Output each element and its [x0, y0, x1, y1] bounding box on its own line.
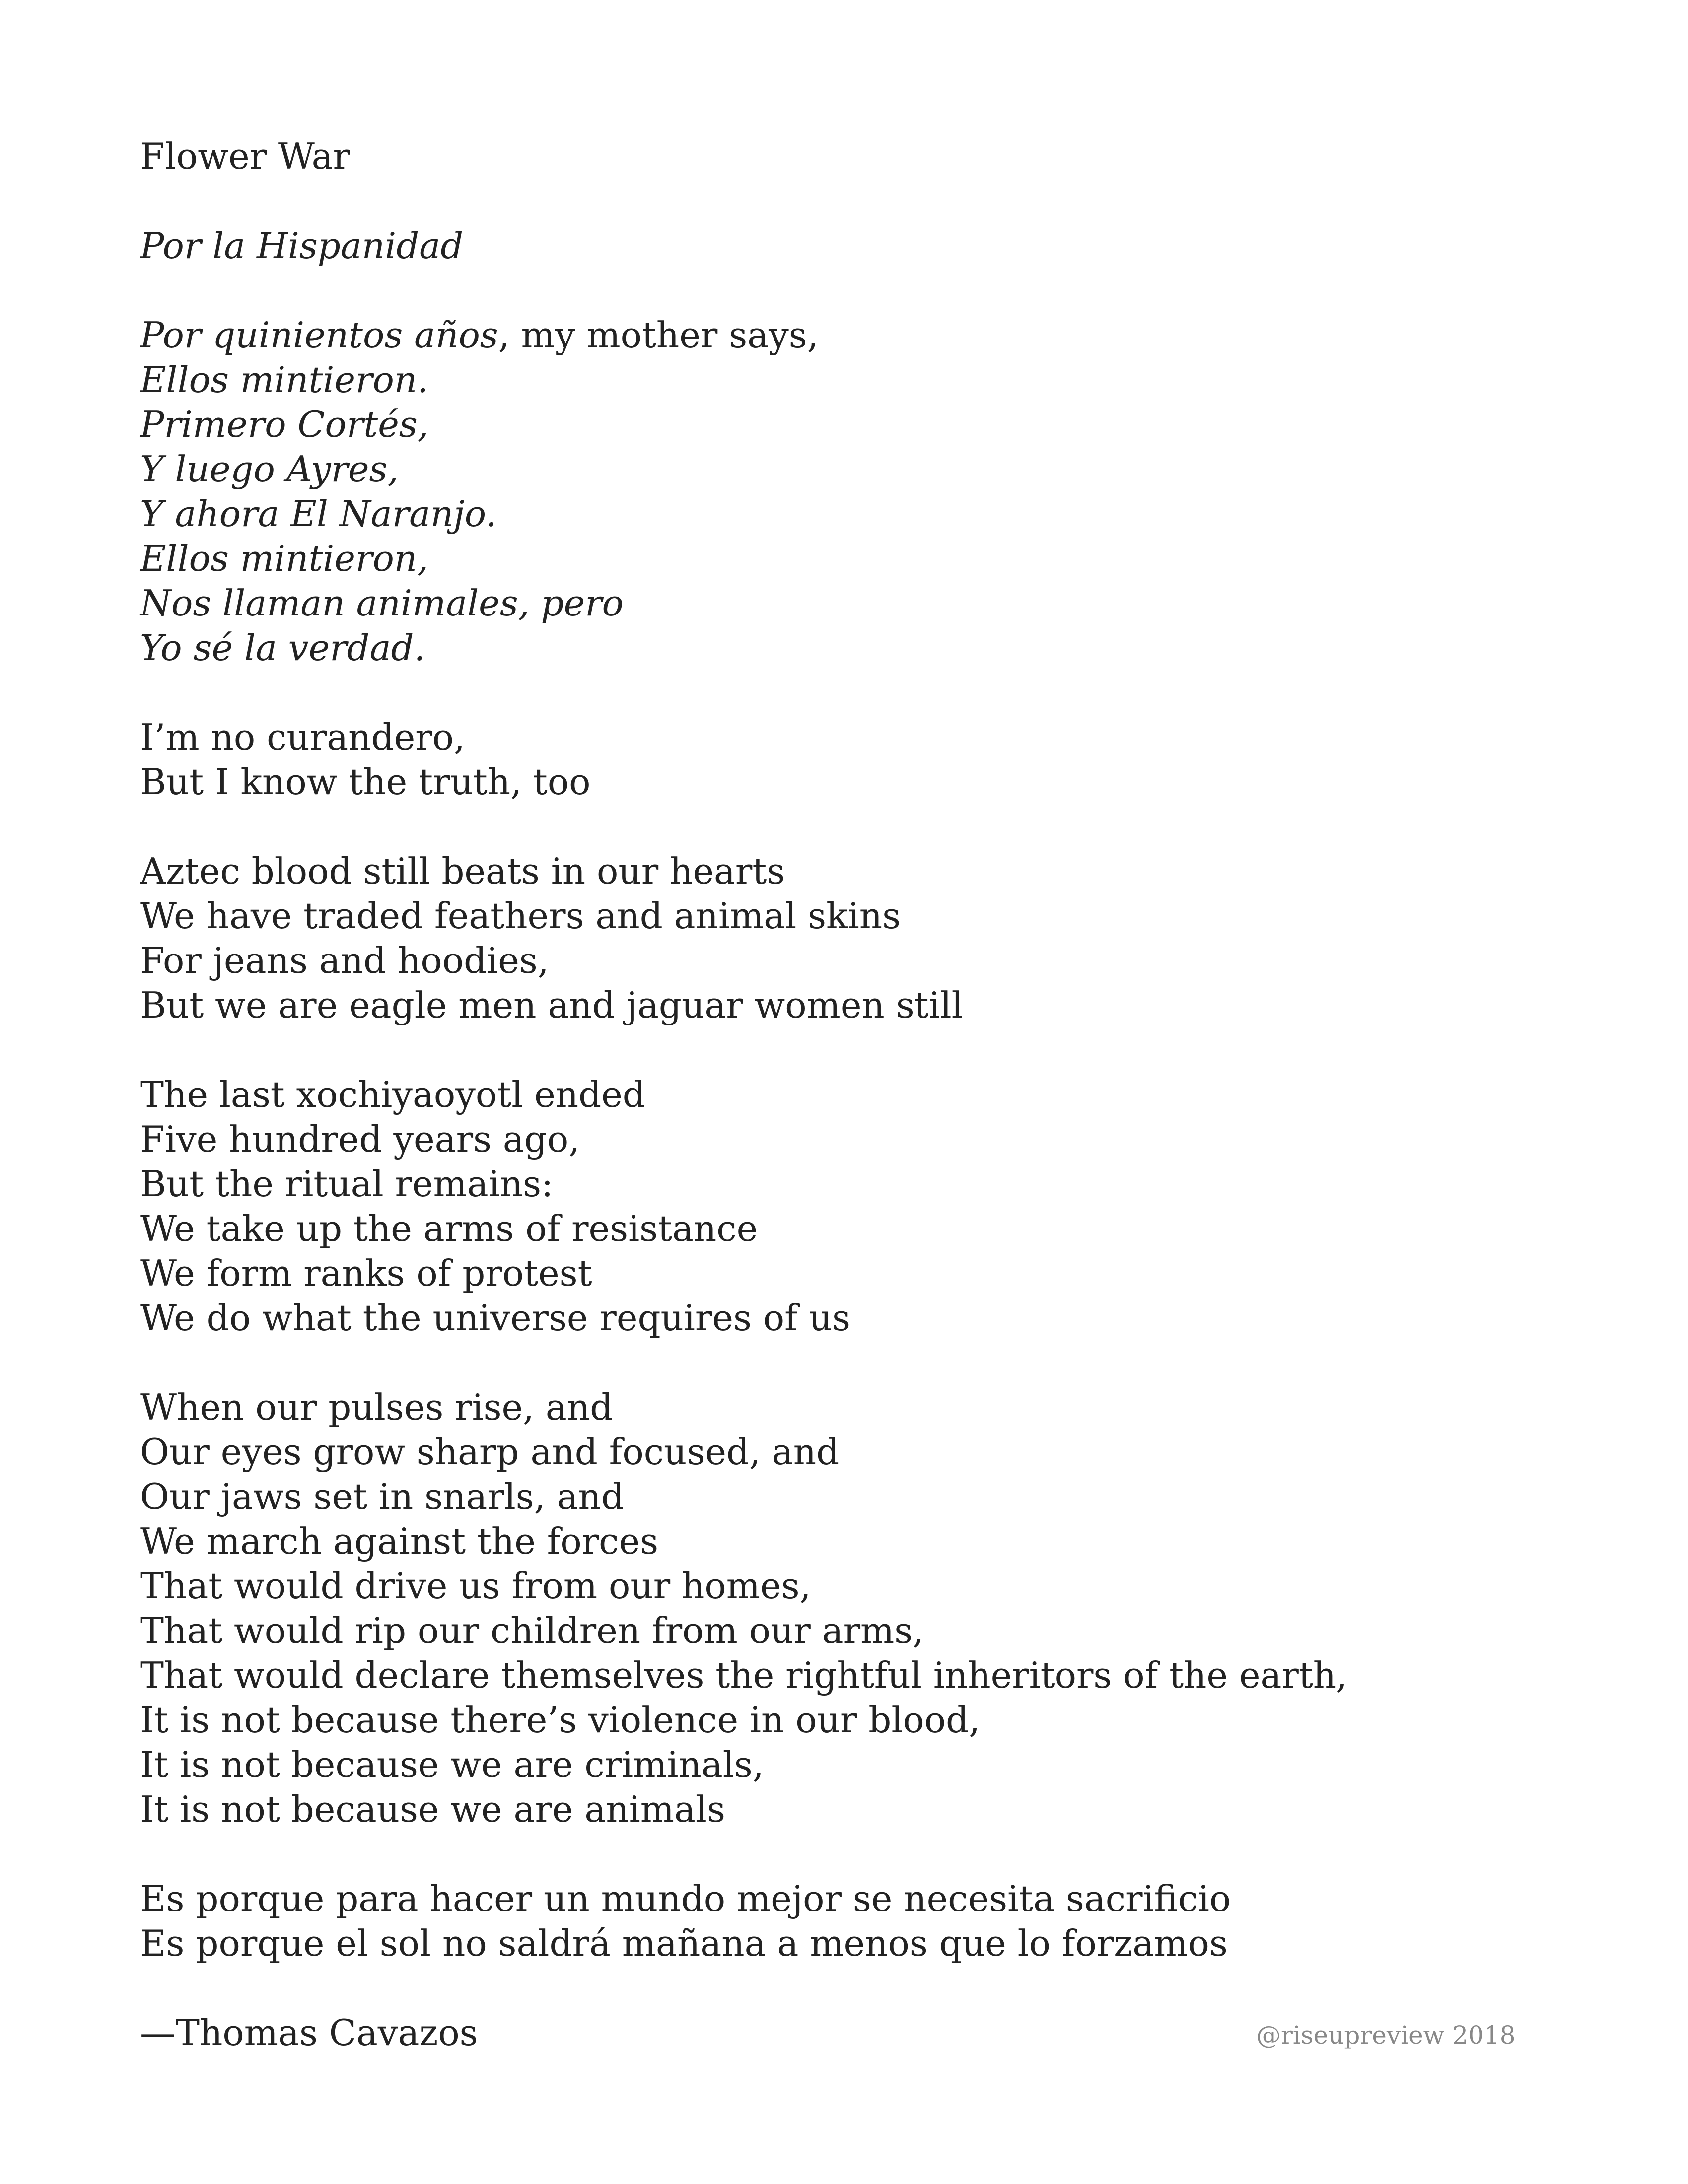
poem-line: Our eyes grow sharp and focused, and — [140, 1431, 840, 1473]
line-remainder: , my mother says, — [498, 314, 819, 356]
poem-line: Our jaws set in snarls, and — [140, 1476, 624, 1517]
poem-line: We march against the forces — [140, 1520, 659, 1562]
poem-line: We do what the universe requires of us — [140, 1297, 850, 1339]
poem-line: It is not because there’s violence in our blood, — [140, 1699, 981, 1741]
poem-line: When our pulses rise, and — [140, 1386, 613, 1428]
poem-line: But the ritual remains: — [140, 1163, 554, 1205]
author-signature: —Thomas Cavazos — [140, 2012, 478, 2053]
poem-line: We have traded feathers and animal skins — [140, 895, 901, 937]
poem-line: But we are eagle men and jaguar women still — [140, 984, 963, 1026]
poem-line: Es porque el sol no saldrá mañana a menos que lo forzamos — [140, 1922, 1228, 1964]
poem-line: Yo sé la verdad. — [140, 627, 425, 669]
credit-watermark: @riseupreview 2018 — [1256, 2021, 1516, 2049]
poem-line: Five hundred years ago, — [140, 1118, 580, 1160]
stanza-6 — [140, 1876, 1580, 1966]
italic-phrase: Por quinientos años — [140, 314, 498, 356]
poem-page — [140, 134, 1580, 2055]
poem-dedication: Por la Hispanidad — [140, 225, 464, 267]
stanza-3 — [140, 849, 1580, 1027]
stanza-4 — [140, 1072, 1580, 1340]
stanza-5 — [140, 1385, 1580, 1832]
poem-line: But I know the truth, too — [140, 761, 591, 803]
poem-line: Ellos mintieron. — [140, 359, 429, 401]
poem-line: For jeans and hoodies, — [140, 940, 549, 981]
poem-line: Es porque para hacer un mundo mejor se necesita sacrificio — [140, 1878, 1231, 1919]
poem-title: Flower War — [140, 136, 350, 177]
poem-line: Y ahora El Naranjo. — [140, 493, 497, 535]
poem-line: That would rip our children from our arms, — [140, 1610, 924, 1651]
poem-line: Nos llaman animales, pero — [140, 582, 624, 624]
poem-line: Y luego Ayres, — [140, 448, 399, 490]
stanza-1 — [140, 313, 1580, 670]
poem-line: Ellos mintieron, — [140, 538, 429, 579]
poem-line: It is not because we are animals — [140, 1788, 725, 1830]
poem-line — [140, 313, 1580, 357]
poem-line: We form ranks of protest — [140, 1252, 592, 1294]
stanza-2 — [140, 715, 1580, 804]
poem-line: That would drive us from our homes, — [140, 1565, 811, 1607]
poem-line: The last xochiyaoyotl ended — [140, 1074, 645, 1115]
poem-line: I’m no curandero, — [140, 716, 465, 758]
poem-line: Aztec blood still beats in our hearts — [140, 850, 785, 892]
poem-line: We take up the arms of resistance — [140, 1208, 758, 1249]
poem-line: Primero Cortés, — [140, 404, 429, 445]
poem-line: That would declare themselves the rightful inheritors of the earth, — [140, 1654, 1348, 1696]
poem-line: It is not because we are criminals, — [140, 1744, 764, 1785]
